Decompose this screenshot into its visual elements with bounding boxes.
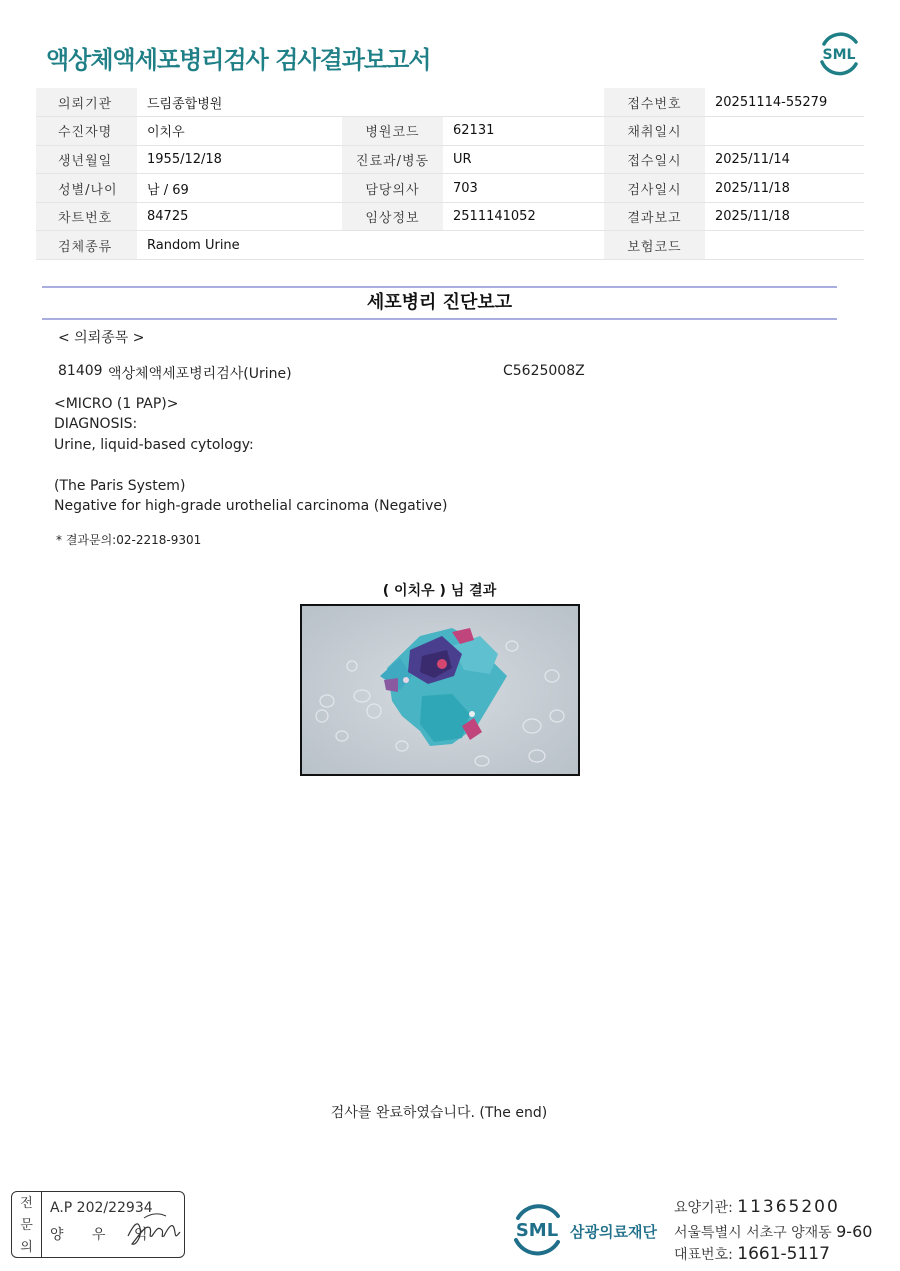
ap-number: A.P 202/22934 xyxy=(50,1200,153,1216)
info-row xyxy=(36,145,864,174)
logo-text: SML xyxy=(822,47,856,63)
info-value: 이치우 xyxy=(137,117,342,146)
phone-value: 1661-5117 xyxy=(737,1244,830,1264)
section-title: 세포병리 진단보고 xyxy=(366,292,513,313)
info-row xyxy=(36,174,864,203)
phone xyxy=(674,1244,830,1264)
info-value: 2025/11/18 xyxy=(705,174,864,203)
info-label xyxy=(342,231,443,260)
address xyxy=(674,1222,872,1242)
info-label: 접수번호 xyxy=(604,88,705,117)
cytology-image xyxy=(300,604,580,776)
pathologist-stamp xyxy=(11,1191,185,1258)
contact-text: * 결과문의:02-2218-9301 xyxy=(56,533,202,547)
order-code: 81409 xyxy=(58,363,103,379)
order-id: C5625008Z xyxy=(503,363,585,379)
info-value: 20251114-55279 xyxy=(705,88,864,117)
info-value: 62131 xyxy=(443,117,604,146)
info-value: 2025/11/14 xyxy=(705,145,864,174)
diagnosis-line: DIAGNOSIS: xyxy=(54,416,138,432)
info-value: 703 xyxy=(443,174,604,203)
stamp-side xyxy=(12,1192,42,1257)
code-value: 11365200 xyxy=(737,1197,840,1217)
info-value xyxy=(443,231,604,260)
diagnosis-line: Negative for high-grade urothelial carcinoma (Negative) xyxy=(54,498,448,514)
order-name: 액상체액세포병리검사(Urine) xyxy=(108,366,292,382)
signature-icon xyxy=(124,1206,186,1250)
pathologist-name: 양 우 익 xyxy=(50,1227,160,1243)
info-label: 차트번호 xyxy=(36,202,137,231)
order-label: < 의뢰종목 > xyxy=(58,330,145,346)
diagnosis-line: <MICRO (1 PAP)> xyxy=(54,396,179,412)
info-label: 임상정보 xyxy=(342,202,443,231)
report-title: 액상체액세포병리검사 검사결과보고서 xyxy=(46,46,431,74)
info-value: 84725 xyxy=(137,202,342,231)
diagnosis-line: (The Paris System) xyxy=(54,478,186,494)
info-label: 채취일시 xyxy=(604,117,705,146)
info-value: 남 / 69 xyxy=(137,174,342,203)
footer-logo-text: SML xyxy=(515,1220,559,1241)
info-label: 성별/나이 xyxy=(36,174,137,203)
info-label: 의뢰기관 xyxy=(36,88,137,117)
address-text: 서울특별시 서초구 양재동 xyxy=(674,1225,832,1241)
info-value: 2511141052 xyxy=(443,202,604,231)
stamp-side-char: 의 xyxy=(20,1240,33,1255)
info-label: 검체종류 xyxy=(36,231,137,260)
code-label: 요양기관: xyxy=(674,1200,733,1216)
info-label: 담당의사 xyxy=(342,174,443,203)
info-value xyxy=(443,88,604,117)
stamp-side-char: 문 xyxy=(20,1218,33,1233)
end-text: 검사를 완료하였습니다. (The end) xyxy=(330,1105,548,1121)
info-row xyxy=(36,117,864,146)
info-row xyxy=(36,231,864,260)
image-caption: ( 이치우 ) 님 결과 xyxy=(382,583,497,599)
info-value: Random Urine xyxy=(137,231,342,260)
info-row xyxy=(36,88,864,117)
info-value: 드림종합병원 xyxy=(137,88,342,117)
info-label: 진료과/병동 xyxy=(342,145,443,174)
sml-footer-logo-icon xyxy=(508,1200,566,1256)
info-label: 수진자명 xyxy=(36,117,137,146)
patient-info-table xyxy=(36,88,864,260)
info-value xyxy=(705,231,864,260)
diagnosis-line: Urine, liquid-based cytology: xyxy=(54,437,254,453)
institution-code xyxy=(674,1197,840,1217)
info-row xyxy=(36,202,864,231)
info-value xyxy=(705,117,864,146)
foundation-name: 삼광의료재단 xyxy=(570,1223,657,1241)
info-value: UR xyxy=(443,145,604,174)
info-label: 생년월일 xyxy=(36,145,137,174)
info-label: 검사일시 xyxy=(604,174,705,203)
stamp-side-char: 전 xyxy=(20,1196,33,1211)
info-label: 접수일시 xyxy=(604,145,705,174)
phone-label: 대표번호: xyxy=(674,1247,733,1263)
sml-logo-icon xyxy=(816,30,862,76)
info-label: 병원코드 xyxy=(342,117,443,146)
section-bottom-rule xyxy=(42,318,837,320)
info-value: 2025/11/18 xyxy=(705,202,864,231)
info-value: 1955/12/18 xyxy=(137,145,342,174)
address-number: 9-60 xyxy=(836,1222,873,1241)
info-label: 보험코드 xyxy=(604,231,705,260)
info-label: 결과보고 xyxy=(604,202,705,231)
info-label xyxy=(342,88,443,117)
